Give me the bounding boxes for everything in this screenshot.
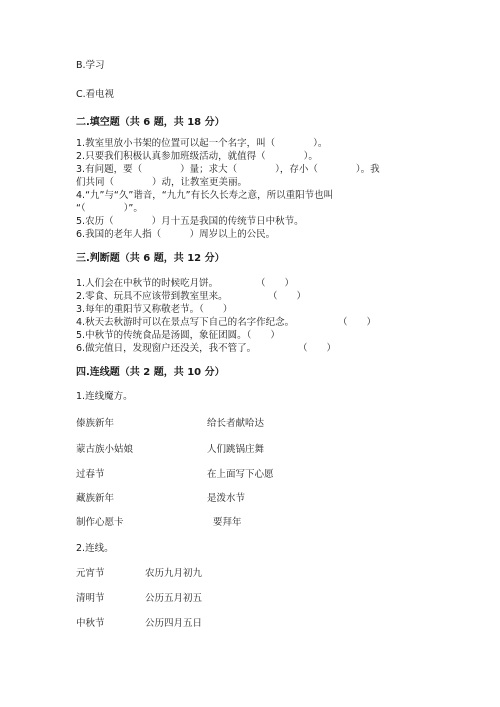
match-right-item: 公历五月初五 [145, 593, 203, 604]
option-c: C.看电视 [76, 89, 115, 100]
fill-blank-question-6: 6.我国的老年人指（ ）周岁以上的公民。 [76, 229, 276, 240]
match-left-item: 元宵节 [76, 568, 105, 579]
fill-blank-question-4-cont: “（ ）”。 [76, 203, 143, 214]
fill-blank-question-2: 2.只要我们积极认真参加班级活动，就值得（ ）。 [76, 151, 318, 162]
match-right-item: 是泼水节 [207, 493, 246, 504]
fill-blank-question-4: 4.“九”与“久”谐音，“九九”有长久长寿之意，所以重阳节也叫 [76, 190, 334, 201]
match-left-item: 中秋节 [76, 618, 105, 629]
match-left-item: 藏族新年 [76, 493, 115, 504]
judge-question-4: 4.秋天去秋游时可以在景点写下自己的名字作纪念。 [76, 317, 295, 328]
judge-mark-4: （ ） [338, 317, 377, 328]
section-heading-fill-blank: 二.填空题（共 6 题，共 18 分） [76, 117, 225, 128]
match-right-item: 公历四月五日 [145, 618, 203, 629]
matching-question-2-title: 2.连线。 [76, 543, 114, 554]
match-left-item: 过春节 [76, 469, 105, 480]
section-heading-matching: 四.连线题（共 2 题，共 10 分） [76, 367, 225, 378]
judge-mark-6: （ ） [298, 343, 337, 354]
match-left-item: 制作心愿卡 [76, 517, 124, 528]
judge-mark-1: （ ） [256, 278, 295, 289]
matching-question-1-title: 1.连线魔方。 [76, 391, 133, 402]
judge-question-2: 2.零食、玩具不应该带到教室里来。 [76, 291, 228, 302]
judge-question-3: 3.每年的重阳节又称敬老节。（ ） [76, 304, 233, 315]
fill-blank-question-1: 1.教室里放小书架的位置可以起一个名字，叫（ ）。 [76, 138, 328, 149]
match-right-item: 给长者献哈达 [207, 418, 265, 429]
fill-blank-question-3-cont: 们共同（ ）动，让教室更美丽。 [76, 177, 248, 188]
match-left-item: 清明节 [76, 593, 105, 604]
fill-blank-question-5: 5.农历（ ）月十五是我国的传统节日中秋节。 [76, 216, 304, 227]
match-right-item: 要拜年 [213, 517, 242, 528]
section-heading-true-false: 三.判断题（共 6 题，共 12 分） [76, 253, 225, 264]
fill-blank-question-3: 3.有问题，要（ ）量；求大（ ），存小（ ）。我 [76, 164, 380, 175]
judge-question-1: 1.人们会在中秋节的时候吃月饼。 [76, 278, 219, 289]
match-right-item: 人们跳锅庄舞 [207, 444, 265, 455]
judge-mark-2: （ ） [268, 291, 307, 302]
judge-question-6: 6.做完值日，发现窗户还没关，我不管了。 [76, 343, 257, 354]
judge-question-5: 5.中秋节的传统食品是汤圆，象征团圆。（ ） [76, 330, 280, 341]
match-left-item: 傣族新年 [76, 418, 115, 429]
option-b: B.学习 [76, 60, 105, 71]
match-right-item: 农历九月初九 [145, 568, 203, 579]
match-right-item: 在上面写下心愿 [207, 469, 274, 480]
match-left-item: 蒙古族小姑娘 [76, 444, 134, 455]
